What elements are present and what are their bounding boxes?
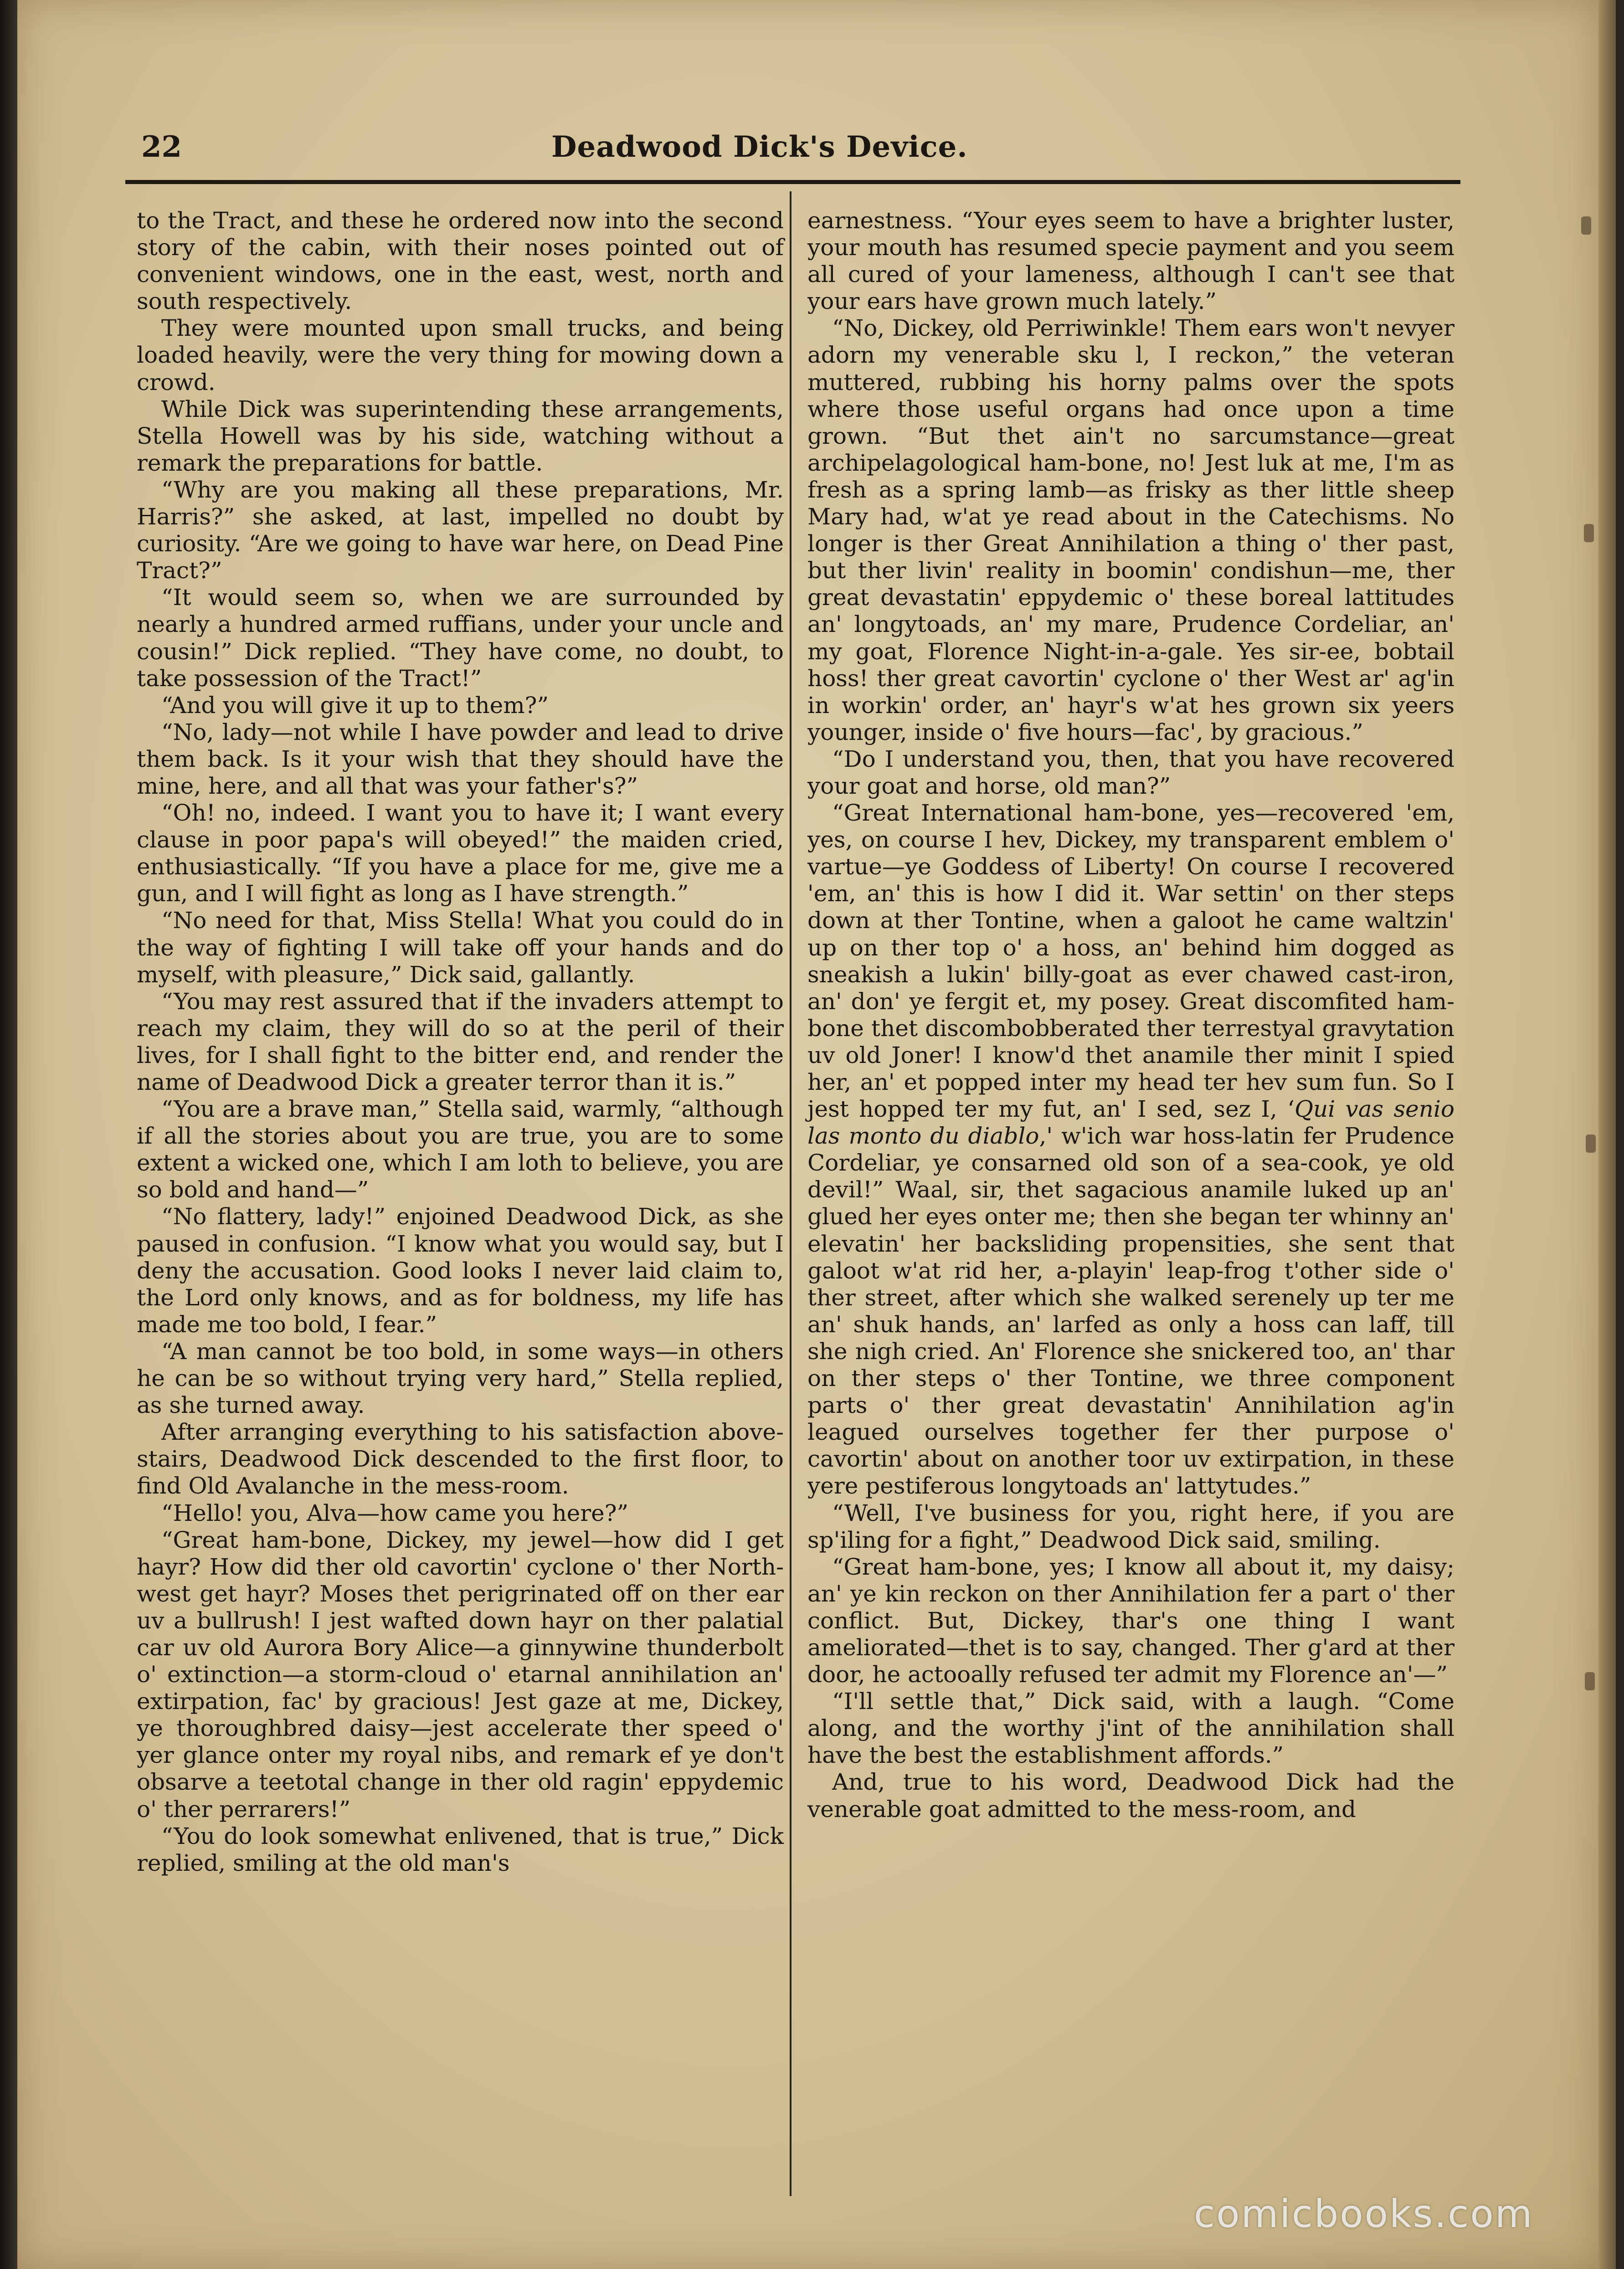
paragraph: “Why are you making all these preparations, Mr. Harris?” she asked, at last, impelled no doubt by curiosity. “Are we going to have war here, on Dead Pine Tract?” — [137, 476, 784, 584]
paragraph — [807, 800, 1454, 1499]
paragraph: to the Tract, and these he ordered now into the second story of the cabin, with their noses pointed out of convenient windows, one in the east, west, north and south respectively. — [137, 207, 784, 315]
paragraph: “No, Dickey, old Perriwinkle! Them ears won't nevyer adorn my venerable sku l, I reckon,” the veteran muttered, rubbing his horny palms over the spots where those useful organs had once upon a time grown. “But thet ain't no sarcumstance—great archipelagological ham-bone, no! Jest luk at me, I'm as fresh as a spring lamb—as frisky as ther little sheep Mary had, w'at ye read about in the Catechisms. No longer is ther Great Annihilation a thing o' ther past, but ther livin' reality in boomin' condishun—me, ther great devastatin' eppydemic o' these boreal lattitudes an' longytoads, an' my mare, Prudence Cordeliar, an' my goat, Florence Night-in-a-gale. Yes sir-ee, bobtail hoss! ther great cavortin' cyclone o' ther West ar' ag'in in workin' order, an' hayr's w'at hes grown six yeers younger, inside o' five hours—fac', by gracious.” — [807, 315, 1454, 745]
paragraph: earnestness. “Your eyes seem to have a brighter luster, your mouth has resumed specie payment and you seem all cured of your lameness, although I can't see that your ears have grown much lately.” — [807, 207, 1454, 315]
paragraph: “Well, I've business for you, right here, if you are sp'iling for a fight,” Deadwood Dick said, smiling. — [807, 1499, 1454, 1553]
paragraph: “And you will give it up to them?” — [161, 692, 549, 719]
paragraph: They were mounted upon small trucks, and being loaded heavily, were the very thing for mowing down a crowd. — [137, 315, 784, 395]
paragraph: And, true to his word, Deadwood Dick had the venerable goat admitted to the mess-room, and — [807, 1769, 1454, 1822]
page-number: 22 — [141, 130, 182, 164]
column-divider — [790, 191, 791, 2196]
paragraph: “A man cannot be too bold, in some ways—in others he can be so without trying very hard,” Stella replied, as she turned away. — [137, 1338, 784, 1419]
text-column-left — [137, 207, 784, 1877]
paragraph: “No flattery, lady!” enjoined Deadwood Dick, as she paused in confusion. “I know what you would say, but I deny the accusation. Good looks I never laid claim to, the Lord only knows, and as for boldness, my life has made me too bold, I fear.” — [137, 1203, 784, 1338]
paragraph: “You are a brave man,” Stella said, warmly, “although if all the stories about you are true, you are to some extent a wicked one, which I am loth to believe, you are so bold and hand—” — [137, 1096, 784, 1203]
paragraph: After arranging everything to his satisfaction above-stairs, Deadwood Dick descended to the first floor, to find Old Avalanche in the mess-room. — [137, 1419, 784, 1499]
paragraph: While Dick was superintending these arrangements, Stella Howell was by his side, watching without a remark the preparations for battle. — [137, 395, 784, 476]
paragraph: “Great ham-bone, Dickey, my jewel—how did I get hayr? How did ther old cavortin' cyclone o' ther North-west get hayr? Moses thet perigrinated off on ther ear uv a bullrush! I jest wafted down hayr on ther palatial car uv old Aurora Bory Alice—a ginnywine thunderbolt o' extinction—a storm-cloud o' etarnal annihilation an' extirpation, fac' by gracious! Jest gaze at me, Dickey, ye thoroughbred daisy—jest accelerate ther speed o' yer glance onter my royal nibs, and remark ef ye don't obsarve a teetotal change in ther old ragin' eppydemic o' ther perrarers!” — [137, 1526, 784, 1822]
running-title: Deadwood Dick's Device. — [551, 130, 968, 164]
paragraph: “Hello! you, Alva—how came you here?” — [161, 1499, 629, 1526]
binding-staple — [1581, 216, 1591, 235]
paragraph: “Great ham-bone, yes; I know all about it, my daisy; an' ye kin reckon on ther Annihilation fer a part o' ther conflict. But, Dickey, thar's one thing I want ameliorated—thet is to say, changed. Ther g'ard at ther door, he actooally refused ter admit my Florence an'—” — [807, 1553, 1454, 1688]
text-column-right — [807, 207, 1454, 1823]
page-header — [132, 125, 1454, 175]
binding-staple — [1585, 1672, 1595, 1690]
paragraph: “No need for that, Miss Stella! What you could do in the way of fighting I will take off your hands and do myself, with pleasure,” Dick said, gallantly. — [137, 907, 784, 988]
page-edge-right — [1598, 0, 1624, 2269]
paragraph: “You do look somewhat enlivened, that is true,” Dick replied, smiling at the old man's — [137, 1822, 784, 1876]
paragraph: “It would seem so, when we are surrounded by nearly a hundred armed ruffians, under your uncle and cousin!” Dick replied. “They have come, no doubt, to take possession of the Tract!” — [137, 584, 784, 692]
paragraph: “Oh! no, indeed. I want you to have it; I want every clause in poor papa's will obeyed!” the maiden cried, enthusiastically. “If you have a place for me, give me a gun, and I will fight as long as I have strength.” — [137, 800, 784, 907]
scan-shadow-left — [0, 0, 17, 2269]
paragraph: “No, lady—not while I have powder and lead to drive them back. Is it your wish that they should have the mine, here, and all that was your father's?” — [137, 719, 784, 799]
italic-phrase: Qui vas senio las monto du diablo — [807, 1096, 1455, 1150]
watermark: comicbooks.com — [1194, 2192, 1534, 2236]
binding-staple — [1584, 524, 1594, 542]
paragraph: “I'll settle that,” Dick said, with a laugh. “Come along, and the worthy j'int of the annihilation shall have the best the establishment affords.” — [807, 1688, 1454, 1769]
paragraph: “Do I understand you, then, that you have recovered your goat and horse, old man?” — [807, 745, 1454, 799]
binding-staple — [1586, 1134, 1596, 1153]
header-rule — [125, 180, 1460, 184]
paragraph-text: “Great International ham-bone, yes—recovered 'em, yes, on course I hev, Dickey, my transparent emblem o' vartue—ye Goddess of Liberty! On course I recovered 'em, an' this is how I did it. War settin' on ther steps down at ther Tontine, when a galoot he came waltzin' up on ther top o' a hoss, an' behind him dogged as sneakish a lukin' billy-goat as ever chawed cast-iron, an' don' ye fergit et, my posey. Great discomfited ham-bone thet discombobberated ther terrestyal gravytation uv old Joner! I know'd thet anamile ther minit I spied her, an' et popped inter my head ter hev sum fun. So I jest hopped ter my fut, an' I sed, sez I, ‘ — [807, 800, 1454, 1123]
paragraph-text: ,' w'ich war hoss-latin fer Prudence Cordeliar, ye consarned old son of a sea-cook, ye old devil!” Waal, sir, thet sagacious anamile luked up an' glued her eyes onter me; then she began ter whinny an' elevatin' her backsliding propensities, she sent that galoot w'at rid her, a-playin' leap-frog t'other side o' ther street, after which she walked serenely up ter me an' shuk hands, an' larfed as only a hoss can laff, till she nigh cried. An' Florence she snickered too, an' thar on ther steps o' ther Tontine, we three component parts o' ther great devastatin' Annihilation ag'in leagued ourselves together fer ther purpose o' cavortin' about on another toor uv extirpation, in these yere pestiferous longytoads an' lattytudes.” — [807, 1123, 1455, 1499]
paragraph: “You may rest assured that if the invaders attempt to reach my claim, they will do so at the peril of their lives, for I shall fight to the bitter end, and render the name of Deadwood Dick a greater terror than it is.” — [137, 988, 784, 1095]
